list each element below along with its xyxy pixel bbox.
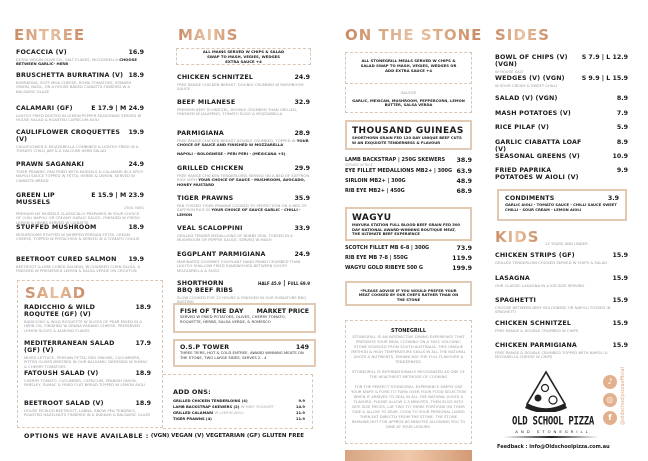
addon-price: 14.9 [295, 405, 305, 409]
item-price: 24.9 [294, 251, 310, 258]
osp-tower [173, 339, 316, 367]
item-desc: HOUSE PICKLED BEETROOT, LABNA, SNOW PEA TENDRILS, ROASTED HAZELNUTS FINISHED IN A DUKKAH & BALSAMIC GLAZE [24, 407, 151, 418]
item-name: CHICKEN STRIPS (GF) [495, 252, 575, 259]
item-price: 24.9 [128, 161, 144, 168]
stonegrill-p1: STONEGRILL IS AN INTERACTIVE DINING EXPERIENCE THAT PRESENTS YOUR MEAL COOKING ON A 550C VOLCANIC STONE SOURCED FROM SOUTH AUSTRALIA. THIS UNIQUE METHOD & HIGH TEMPERATURE SEALS IN ALL THE NATURAL JUICES & NUTRIENTS, ENHANCING THE FULL FLAVOURS & TENDERNESS. [351, 334, 466, 364]
item-name: VEAL SCALOPPINI [177, 225, 243, 232]
condiments-desc: GARLIC AIOLI - TOMATO SAUCE - CHILLI SAUCE SWEET CHILLI - SOUR CREAM - LEMON AIOLI [505, 203, 617, 212]
item-price: 29.9 [294, 165, 310, 172]
addons-title: ADD ONS: [173, 388, 211, 396]
item-desc: PAN TOSSED TIGER PRAWNS COOKED TO PERFECTION ON A BED OF SAFFRON RICE IN [177, 202, 307, 213]
item-name: GRILLED CHICKEN [177, 165, 244, 172]
option-vegan: (VGN) VEGAN [150, 433, 193, 439]
item-desc: CHERRY TOMATO, CUCUMBER, CAPSICUM, SPANISH ONION, PARSLEY, SUMAC & FRIED FLAT BREAD TOPPED W LEMON AIOLI [24, 377, 146, 388]
item-price: 5.9 [616, 124, 628, 131]
item-desc: GRILLED TENDERLOIN CHICKEN SERVED W CHIPS & SALAD [495, 259, 608, 265]
item-desc: RADICCHIO & WILD ROQUETTE W SLICES OF PEAR MIXED IN A HERB OIL, FINISHED W GRANA PADANO CHEESE, PRESERVED LEMON SLICES & ALMOND FLAKES [24, 318, 142, 333]
menu-item [16, 192, 144, 225]
item-price: 19.9 [128, 256, 144, 263]
item-name: BRUSCHETTA BURRATINA (V) [16, 72, 124, 79]
item-desc-bold: CHOOSE BETWEEN GARLIC- HERB [16, 56, 137, 67]
guineas-desc: SHORTHORN GRAIN FED 120 DAY UNIQUE BEEF CUTS W AN EXQUISITE TENDERNESS & FLAVOUR [352, 136, 462, 145]
menu-item [177, 280, 310, 305]
item-price: HALF 45.9 | FULL 69.9 [257, 280, 310, 287]
sauces-label: SAUCES [400, 90, 417, 95]
item-price: 18.9 [135, 304, 151, 311]
item-desc: TIGER PRAWNS, PAN FRIED WITH MUSSELS & CALAMARI IN A SPICY NAPOLI SAUCE TOPPED W FETTA, HERBS & LEMON, SERVED W CIABATTA BREAD [16, 168, 144, 183]
item-desc-bold: YOUR CHOICE OF SAUCE - MUSHROOM, AVOCADO, HONEY MUSTARD [177, 177, 306, 187]
item-desc: GRILLED TENDER MEDALLIONS OF BOBBY VEAL TOSSED IN A MUSHROOM OR PEPPER SAUCE. SERVED W MASH [177, 232, 293, 243]
item-desc: W HOUSE SALT [495, 68, 524, 74]
stone-note-line: ALL STONEGRILL MEALS SERVED W CHIPS & [361, 58, 456, 63]
menu-item [16, 161, 144, 183]
item-price: 63.9 [456, 168, 472, 175]
social-handle[interactable]: @oldschoolpizzaofficial [620, 367, 626, 426]
menu-item [177, 74, 310, 92]
stone-item [345, 265, 472, 272]
item-name: GARLIC CIABATTA LOAF (V) [495, 139, 582, 153]
item-desc: MUSHROOMS STUFFED W WHIPPED PERSIAN FETTA, CREAM CHEESE, TOPPED W PISTACHIOS & SERVED W A TOMATO COULIS [16, 231, 140, 242]
stonegrill-title: STONEGRILL [390, 328, 427, 334]
item-price: S 7.9 | L 12.9 [581, 54, 628, 61]
menu-item [24, 304, 151, 333]
option-vegetarian: (V) VEGETARIAN [194, 433, 245, 439]
item-price: 19.9 [128, 129, 144, 136]
addon-price: 9.9 [298, 399, 305, 403]
item-name: EGGPLANT PARMIGIANA [177, 251, 266, 258]
sauces-list: GARLIC, MEXICAN, MUSHROOM, PEPPERCORN, LEMON BUTTER, SALSA VERDA [352, 98, 465, 108]
item-name: MEDITERRANEAN SALAD (GF) (V) [24, 340, 115, 354]
menu-item [16, 105, 144, 123]
menu-item [495, 139, 628, 153]
item-name: FOCACCIA (V) [16, 49, 67, 56]
item-price: 8.9 [616, 139, 628, 146]
item-desc: BURRATINA, SOFT MILK CHEESE, ROMA TOMATOES, SPANISH ONION, BASIL, ON A HOUSE BAKED CIABATTA FINISHED W A BALSAMIC GLAZE [16, 79, 132, 94]
item-price: 73.9 [456, 245, 472, 252]
item-price: 15.9 [612, 252, 628, 259]
item-desc: FREE RANGE CHICKEN BREAST DOUBLE CRUMBED, TOPPED W [177, 137, 296, 143]
menu-item [16, 72, 144, 94]
sides-title: SIDES [495, 26, 550, 44]
stone-item [345, 188, 472, 195]
mains-note-line: ALL MAINS SERVED W CHIPS & SALAD [202, 49, 285, 54]
guineas-name: THOUSAND GUINEAS [352, 126, 464, 136]
thousand-guineas [345, 120, 472, 150]
brand-sub: AND STONEGRILL [515, 429, 591, 434]
stone-item [345, 178, 472, 185]
item-desc: BEETROOT & LIME CURED SALMON, W CHARRED CORN SALSA, & FINISHED W PRESERVED LEMON & SALSA VERDE ON CROUTON [16, 263, 141, 274]
addon-price: 11.9 [295, 411, 305, 415]
item-name: FATOUSH SALAD (V) [24, 370, 99, 377]
item-price: 68.9 [456, 188, 472, 195]
item-name: BEEF MILANESE [177, 99, 236, 106]
item-name: LASAGNA [495, 275, 531, 282]
menu-item [24, 370, 151, 388]
item-desc: CAULIFLOWER & MOZZARELLA COMBINED & LIGHTLY FRIED W A TOMATO CHILLI JAM & A HALOUMI HERB SALAD [16, 143, 139, 154]
item-price: 15.9 [612, 297, 628, 304]
item-price: 24.9 [294, 74, 310, 81]
item-price: 18.9 [128, 72, 144, 79]
menu-item [177, 99, 310, 117]
addon-note: W MINT YOGHURT [240, 405, 274, 409]
item-name: CHICKEN SCHNITZEL [177, 74, 254, 81]
wagyu [345, 207, 472, 241]
menu-item [495, 153, 628, 160]
mains-note-line: SWAP TO MASH, VEGIES, WEDGES [207, 53, 280, 59]
item-desc: MARINATED GOURMET EGGPLANT HAND PANKO CRUMBED THAN LIGHTLY SHALLOW FRIED SANDWICHED BETWEEN GOOEY MOZZARELLA & SUGO [177, 258, 301, 273]
menu-item [495, 95, 628, 102]
item-name: WEDGES (V) (VGN) [495, 75, 565, 82]
item-name: STUFFED MUSHROOM [16, 224, 97, 231]
item-price: 18.9 [135, 370, 151, 377]
menu-item [495, 342, 628, 360]
addon-name: TIGER PRAWNS (4) [173, 417, 212, 421]
item-desc-bold: YOUR CHOICE OF SAUCE AND FINISHED W MOZZARELLA [177, 137, 309, 148]
stonegrill-p3: FOR THE PERFECT STONEGRILL EXPERIENCE SIMPLY USE YOUR KNIFE & FORK TO TURN OVER YOUR FOOD SELECTION WHEN IT ARRIVES TO SEAL IN ALL THE NATURAL JUICES & FLAVORS. PLEASE ALLOW 2-3 MINUTES. THEN SLICE INTO BITE SIZE PIECES, LAY TWO TO THREE PORTIONS ON THEIR SIDE & ALLOW TO SEAR, COOK TO YOUR PERSONAL LIKING THEN EAT DIRECTLY FROM THE STONE. THE STONE REMAINS HOT FOR APPROX 60 MINUTES ALLOWING YOU TO DINE AT YOUR LEISURE. [351, 384, 466, 429]
addon-name: LAMB BACKSTRAP SKEWERS (2) [173, 405, 240, 409]
kids-title: KIDS [495, 228, 540, 246]
menu-item [177, 251, 310, 273]
item-desc: FREE RANGE & DOUBLE CRUMBED TOPPED WITH NAPOLI & MOZARELLA CHEESE W CHIPS [495, 349, 608, 360]
mains-note [176, 48, 311, 65]
menu-item [177, 195, 310, 217]
addon-name: GRILLED CHICKEN TENDERLOINS (4) [173, 399, 248, 403]
menu-item [16, 129, 144, 154]
menu-item [177, 225, 310, 243]
item-desc: W SOUR CREAM & SWEET CHILLI [495, 82, 558, 88]
addon-price: 11.9 [295, 417, 305, 421]
item-extra: NAPOLI - BOLOGNESE - PERI PERI - (MEXICANA +3) [177, 150, 286, 156]
item-desc: FREE RANGE & DOUBLE CRUMBED W CHIPS [495, 327, 579, 333]
menu-item [177, 130, 310, 156]
item-name: LAMB BACKSTRAP | 250G SKEWERS [345, 157, 446, 163]
menu-item [495, 297, 628, 315]
item-price: 15.9 [612, 342, 628, 349]
item-name: CHICKEN SCHNITZEL [495, 320, 572, 327]
fish-name: FISH OF THE DAY [180, 308, 244, 315]
wagyu-name: WAGYU [352, 213, 392, 223]
item-price: S 9.9 | L 15.9 [581, 75, 628, 82]
item-price: 15.9 [612, 320, 628, 327]
item-name: SIRLOIN MB2+ | 300G [345, 178, 406, 184]
stone-item [345, 157, 472, 167]
addon-item [173, 416, 305, 422]
item-name: SHORTHORN BBQ BEEF RIBS [177, 280, 234, 294]
advise-note [345, 281, 472, 306]
fish-of-the-day [173, 303, 316, 333]
item-price: 15.9 [612, 275, 628, 282]
item-price: 10.9 [612, 153, 628, 160]
item-desc: MIXED LETTUCE, PERSIAN FETTA, RED ONIONS, CUCUMBERS, PITTED OLIVES DRESSED IN OUR BALSAMIC DRESSING W SUMAC & CHERRY TOMATOES [24, 354, 148, 369]
item-desc: OUR CLASSIC LASAGNA IN A KID SIZE SERVING [495, 282, 585, 288]
item-price: 17.9 [135, 340, 151, 347]
addons [173, 388, 305, 422]
salad-title: SALAD [25, 284, 87, 302]
brand-name: OLD SCHOOL PIZZA [512, 415, 594, 429]
item-name: SALAD (V) (VGN) [495, 95, 558, 102]
item-name: PARMIGIANA [177, 130, 224, 137]
item-name: FRIED PAPRIKA POTATOES W AIOLI (V) [495, 167, 579, 181]
item-name: SCOTCH FILLET MB 6-8 | 300G [345, 245, 430, 251]
menu-item [177, 165, 310, 187]
condiments-price: 3.9 [607, 195, 619, 202]
item-price: 8.9 [616, 95, 628, 102]
instagram-icon[interactable]: ◎ [603, 393, 617, 407]
fish-desc: SERVED W FRIED POTATOES, OLIVES, CHERRY TOMATO, ROQUETTE, HERBS, SALSA VERDE, & ROMESCO [180, 314, 286, 324]
tower-price: 149 [295, 344, 309, 351]
item-price: 9.9 [616, 167, 628, 174]
options-label: OPTIONS WE HAVE AVAILABLE : [24, 433, 149, 440]
menu-item [495, 54, 628, 74]
menu-item [495, 110, 628, 117]
item-name: CALAMARI (GF) [16, 105, 73, 112]
price-full: FULL 69.9 [287, 281, 310, 286]
item-name: BEETROOT SALAD (V) [24, 400, 104, 407]
item-price: 199.9 [452, 265, 472, 272]
wagyu-desc: MAYURA STATION FULL BLOOD BEEF GRAIN FED 500 DAY NATIONAL AWARD-WINNING BOUTIQUE MEAT, THE ULTIMATE BEEF EXPERIENCE [352, 223, 460, 237]
item-name: WAGYU GOLD RIBEYE 500 G [345, 265, 424, 271]
item-name: SEASONAL GREENS (V) [495, 153, 580, 160]
mains-title: MAINS [178, 26, 239, 44]
facebook-icon[interactable]: f [603, 411, 617, 425]
condiments-name: CONDIMENTS [505, 195, 555, 202]
fish-price: MARKET PRICE [256, 308, 309, 315]
pizza-slice-logo-icon [523, 370, 569, 412]
item-name: RADICCHIO & WILD ROQUTEE (GF) (V) [24, 304, 96, 318]
stone-item [345, 168, 472, 175]
item-price: 48.9 [456, 178, 472, 185]
item-sizes: 250G 500G [124, 206, 144, 210]
price-half: HALF 45.9 [257, 281, 281, 286]
stone-item [345, 245, 472, 252]
item-price: 35.9 [294, 195, 310, 202]
stone-item [345, 255, 472, 262]
menu-item [495, 75, 628, 88]
stone-note-line: SALAD SWAP TO MASH, VEGIES, WEDGES OR [360, 62, 457, 68]
item-price: E 15.9 | M 23.9 [91, 192, 144, 199]
item-name: TIGER PRAWNS [177, 195, 234, 202]
item-price: 16.9 [128, 49, 144, 56]
item-name: PRAWN SAGANAKI [16, 161, 85, 168]
item-name: GREEN LIP MUSSELS [16, 192, 55, 206]
advise-text: *PLEASE ADVISE IF YOU WOULD PREFER YOUR MEAT COOKED BY OUR CHEFS RATHER THAN ON THE STONE [358, 289, 459, 302]
options-row [24, 433, 304, 440]
stone-title: ON THE STONE [345, 26, 483, 44]
menu-item [24, 400, 151, 418]
menu-item [495, 252, 628, 265]
item-price: 38.9 [456, 157, 472, 164]
item-desc: CHOOSE BETWEEN BEEF BOLOGNESE OR NAPOLI TOSSED IN SPAGHETTI [495, 304, 611, 315]
menu-item [16, 224, 144, 242]
menu-item [495, 124, 628, 131]
item-desc: PREMIUM BEEF SCHNITZEL, DOUBLE CRUMBED THAN GRILLED, FINISHED W JALAPENO, TOMATO SUGO & MOZZARELLA [177, 106, 298, 117]
tower-desc: THREE TIERS, HOT & COLD ENTREE, AWARD WINNING MEATS ON THE STONE, TWO LARGE SIDES. SERVES 2 - 4 [180, 350, 304, 360]
stonegrill-info [345, 320, 472, 444]
item-name: BEETROOT CURED SALMON [16, 256, 117, 263]
item-desc: SLOW COOKED FOR 12 HOURS & FINISHED IN OUR SIGNATURE BBQ BASTING [177, 294, 307, 305]
item-sub: SERVED W RICE [345, 163, 373, 167]
tiktok-icon[interactable]: ♪ [603, 375, 617, 389]
addon-note: W LEMON AIOLI [214, 411, 244, 415]
item-name: EYE FILLET MEDALLIONS MB2+ | 300G [345, 168, 453, 174]
entree-title: ENTREE [14, 26, 86, 44]
item-price: E 17.9 | M 24.9 [91, 105, 144, 112]
sauces-box [345, 87, 472, 113]
item-desc-bold: YOUR CHOICE OF SAUCE GARLIC - CHILLI - LEMON [177, 207, 301, 217]
item-price: 33.9 [294, 225, 310, 232]
feedback-text: Feedback : info@Oldschoolpizza.com.au [497, 444, 610, 450]
item-desc: EXTRA VIRGIN OLIVE OIL, SALT FLAKES, MOZZARELLA [16, 56, 118, 62]
menu-item [24, 340, 151, 369]
copper-band [345, 450, 472, 461]
addon-name: GRILLED CALAMARI [173, 411, 214, 415]
item-price: 32.9 [294, 99, 310, 106]
stone-note-line: ADD EXTRA SAUCE +4 [384, 67, 433, 73]
menu-item [495, 275, 628, 288]
item-name: MASH POTATOES (V) [495, 110, 572, 117]
item-name: SPAGHETTI [495, 297, 537, 304]
item-price: 7.9 [616, 110, 628, 117]
item-desc: FREE RANGE CHICKEN BREAST, DOUBLE CRUMBED W MUSHROOM SAUCE [177, 81, 304, 92]
option-gluten-free: (GF) GLUTEN FREE [246, 433, 304, 439]
item-name: BOWL OF CHIPS (V) (VGN) [495, 54, 568, 68]
item-name: CAULIFLOWER CROQUETTES (V) [16, 129, 121, 143]
tower-name: O.S.P TOWER [180, 344, 230, 351]
item-price: 18.9 [135, 400, 151, 407]
item-price: 119.9 [452, 255, 472, 262]
item-price: 18.9 [128, 224, 144, 231]
item-price: 28.9 [294, 130, 310, 137]
item-desc: LIGHTLY FRIED DUSTED IN LEMON PEPPER SEASONING SERVED W HOUSE SALAD & ROASTED CAPSICUM AIOLI [16, 112, 142, 123]
condiments [497, 189, 627, 221]
item-name: RIB EYE MB2+ | 450G [345, 188, 405, 194]
item-name: CHICKEN PARMIGIANA [495, 342, 577, 349]
item-name: RICE PILAF (V) [495, 124, 550, 131]
item-desc: PREMIUM NZ MUSSELS CLASSICALLY PREPARED IN YOUR CHOICE OF CHILI NAPOLI OR CREAMY GARLIC SAUCE. FINISHED W FRESH LEMON & HERBS SERVED W CIABATTA [16, 210, 140, 225]
stone-note [345, 52, 472, 84]
brand-underline [503, 436, 599, 438]
stonegrill-p2: STONEGRILL IS INTERNATIONALLY RECOGNIZED AS ONE OF THE HEALTHIEST METHODS OF COOKING [352, 369, 465, 379]
menu-item [16, 49, 144, 67]
menu-item [16, 256, 144, 274]
menu-item [495, 167, 628, 181]
item-desc: FREE RANGE CHICKEN TENDERLOINS SERVED ON A BED OF SAFFRON RICE WITH [177, 172, 310, 183]
menu-item [495, 320, 628, 333]
kids-subtitle: 12 YEARS AND UNDER [545, 240, 588, 246]
item-name: RIB EYE MB 7-8 | 550G [345, 255, 408, 261]
mains-note-line: EXTRA SAUCE +4 [225, 58, 262, 64]
